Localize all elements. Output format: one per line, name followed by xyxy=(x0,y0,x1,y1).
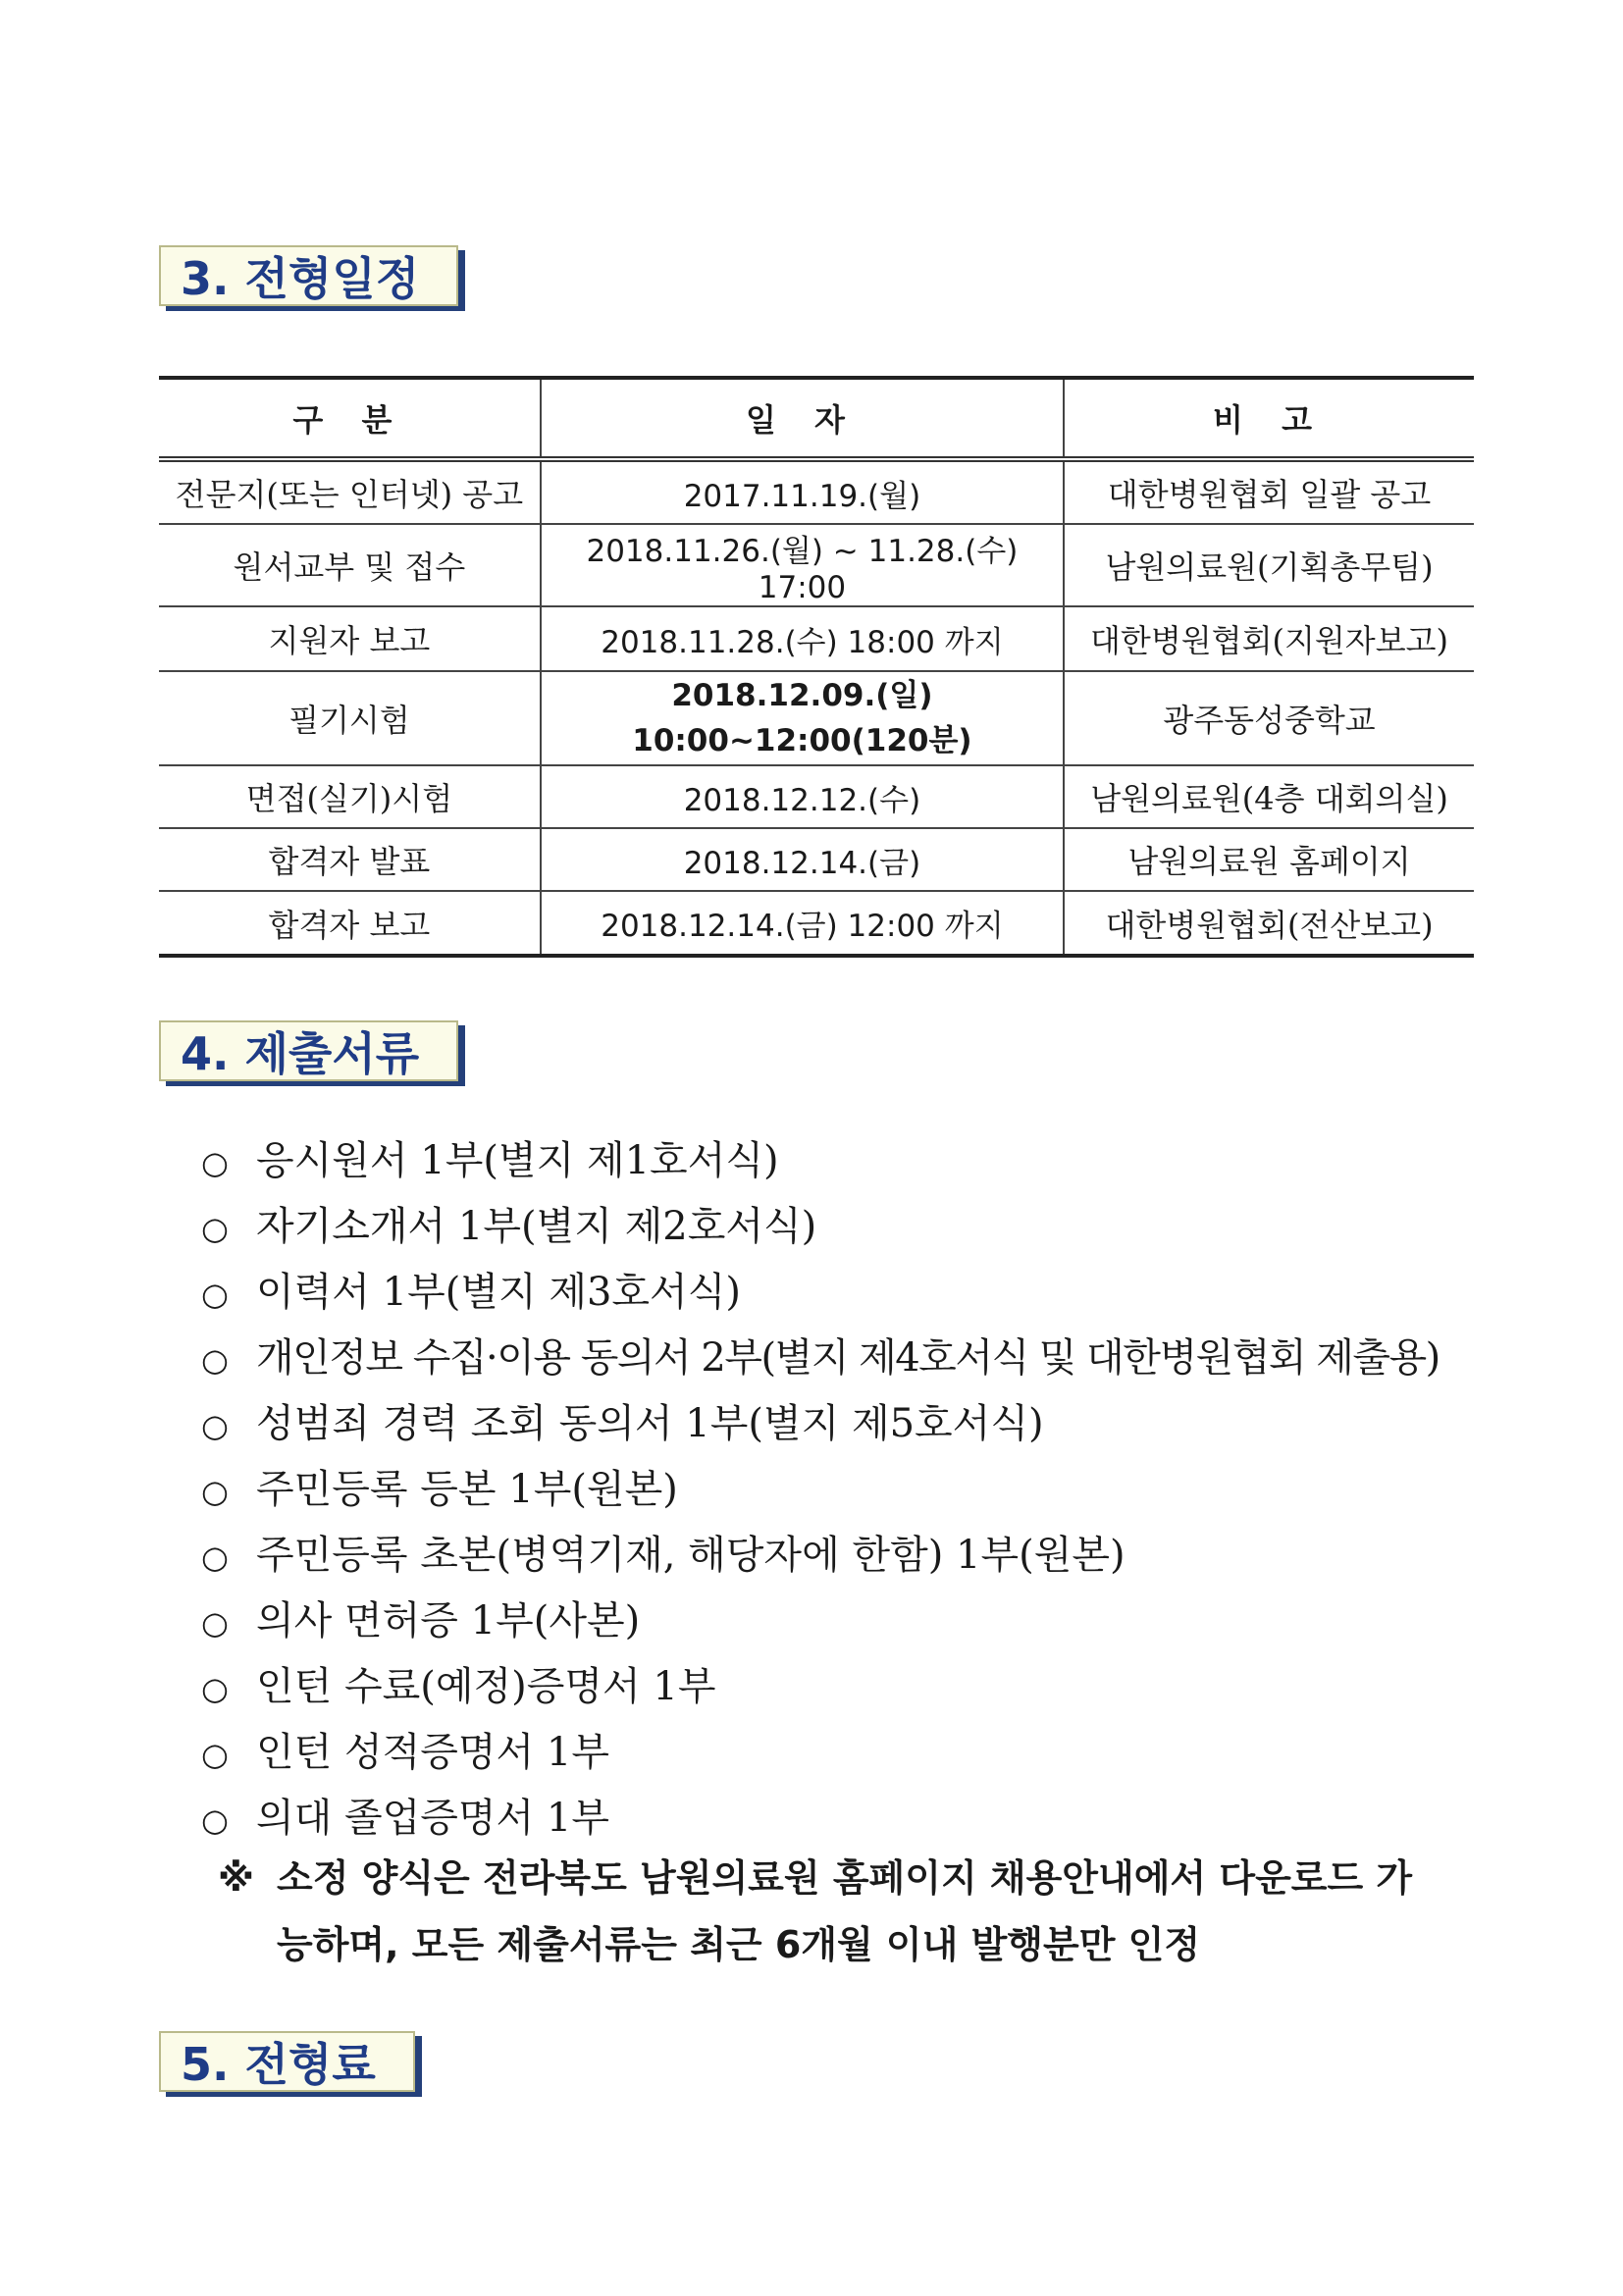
circle-bullet-icon: ○ xyxy=(201,1210,229,1247)
section-title-fee xyxy=(159,2031,415,2092)
row-date: 2018.12.14.(금) xyxy=(541,828,1064,891)
circle-bullet-icon: ○ xyxy=(201,1144,229,1181)
circle-bullet-icon: ○ xyxy=(201,1670,229,1707)
circle-bullet-icon: ○ xyxy=(201,1473,229,1510)
table-row xyxy=(159,671,1474,765)
list-item-text: 성범죄 경력 조회 동의서 1부(별지 제5호서식) xyxy=(256,1401,1044,1446)
section-title-schedule xyxy=(159,245,458,306)
note-text-1: 소정 양식은 전라북도 남원의료원 홈페이지 채용안내에서 다운로드 가 xyxy=(277,1856,1413,1900)
list-item xyxy=(201,1194,1440,1260)
list-item-text: 인턴 성적증명서 1부 xyxy=(256,1730,609,1775)
row-note: 광주동성중학교 xyxy=(1064,671,1474,765)
list-item xyxy=(201,1523,1440,1589)
list-item-text: 의사 면허증 1부(사본) xyxy=(256,1598,641,1644)
table-row xyxy=(159,459,1474,524)
row-note: 대한병원협회 일괄 공고 xyxy=(1064,459,1474,524)
table-row xyxy=(159,765,1474,828)
list-item-text: 인턴 수료(예정)증명서 1부 xyxy=(256,1664,716,1709)
list-item-text: 응시원서 1부(별지 제1호서식) xyxy=(256,1138,779,1183)
table-header-row xyxy=(159,378,1474,459)
table-row xyxy=(159,606,1474,671)
list-item xyxy=(201,1457,1440,1523)
documents-list xyxy=(201,1128,1440,1852)
section-title-text: 5. 전형료 xyxy=(181,2038,376,2091)
circle-bullet-icon: ○ xyxy=(201,1341,229,1379)
list-item xyxy=(201,1260,1440,1326)
circle-bullet-icon: ○ xyxy=(201,1604,229,1642)
table-row xyxy=(159,891,1474,956)
list-item xyxy=(201,1589,1440,1654)
row-note: 남원의료원 홈페이지 xyxy=(1064,828,1474,891)
row-date-line1: 2018.11.26.(월) ~ 11.28.(수) xyxy=(586,533,1019,569)
row-item: 원서교부 및 접수 xyxy=(159,524,541,606)
list-item xyxy=(201,1654,1440,1720)
row-date: 2018.12.12.(수) xyxy=(541,765,1064,828)
list-item xyxy=(201,1720,1440,1786)
reference-mark-icon: ※ xyxy=(218,1856,254,1900)
section-title-text: 3. 전형일정 xyxy=(181,252,420,305)
row-date-line2: 17:00 xyxy=(758,569,847,605)
list-item-text: 주민등록 등본 1부(원본) xyxy=(256,1467,678,1512)
circle-bullet-icon: ○ xyxy=(201,1736,229,1773)
row-note: 남원의료원(기획총무팀) xyxy=(1064,524,1474,606)
list-item-text: 자기소개서 1부(별지 제2호서식) xyxy=(256,1204,817,1249)
row-item: 전문지(또는 인터넷) 공고 xyxy=(159,459,541,524)
note-line1 xyxy=(218,1845,1444,1911)
list-item xyxy=(201,1128,1440,1194)
list-item-text: 주민등록 초본(병역기재, 해당자에 한함) 1부(원본) xyxy=(256,1533,1126,1578)
note-line2: 능하며, 모든 제출서류는 최근 6개월 이내 발행분만 인정 xyxy=(277,1923,1201,1966)
row-note: 대한병원협회(전산보고) xyxy=(1064,891,1474,956)
header-category: 구 분 xyxy=(159,378,541,459)
list-item-text: 개인정보 수집·이용 동의서 2부(별지 제4호서식 및 대한병원협회 제출용) xyxy=(256,1335,1440,1381)
row-date: 2018.11.28.(수) 18:00 까지 xyxy=(541,606,1064,671)
row-item: 지원자 보고 xyxy=(159,606,541,671)
schedule-table xyxy=(159,376,1474,958)
row-note: 대한병원협회(지원자보고) xyxy=(1064,606,1474,671)
header-remarks: 비 고 xyxy=(1064,378,1474,459)
row-date xyxy=(541,524,1064,606)
section-title-text: 4. 제출서류 xyxy=(181,1027,420,1080)
table-row xyxy=(159,524,1474,606)
header-date: 일 자 xyxy=(541,378,1064,459)
row-note: 남원의료원(4층 대회의실) xyxy=(1064,765,1474,828)
row-date: 2018.12.14.(금) 12:00 까지 xyxy=(541,891,1064,956)
row-date xyxy=(541,671,1064,765)
list-item xyxy=(201,1326,1440,1391)
note-block xyxy=(218,1845,1444,1978)
row-item: 합격자 보고 xyxy=(159,891,541,956)
section-title-documents xyxy=(159,1020,458,1081)
row-item: 면접(실기)시험 xyxy=(159,765,541,828)
list-item xyxy=(201,1786,1440,1852)
circle-bullet-icon: ○ xyxy=(201,1276,229,1313)
list-item-text: 이력서 1부(별지 제3호서식) xyxy=(256,1270,741,1315)
list-item xyxy=(201,1391,1440,1457)
row-item: 필기시험 xyxy=(159,671,541,765)
list-item-text: 의대 졸업증명서 1부 xyxy=(256,1796,609,1841)
circle-bullet-icon: ○ xyxy=(201,1539,229,1576)
row-date: 2017.11.19.(월) xyxy=(541,459,1064,524)
row-date-line1: 2018.12.09.(일) xyxy=(671,678,933,713)
circle-bullet-icon: ○ xyxy=(201,1407,229,1444)
circle-bullet-icon: ○ xyxy=(201,1801,229,1839)
row-item: 합격자 발표 xyxy=(159,828,541,891)
row-date-line2: 10:00~12:00(120분) xyxy=(632,723,972,758)
table-row xyxy=(159,828,1474,891)
